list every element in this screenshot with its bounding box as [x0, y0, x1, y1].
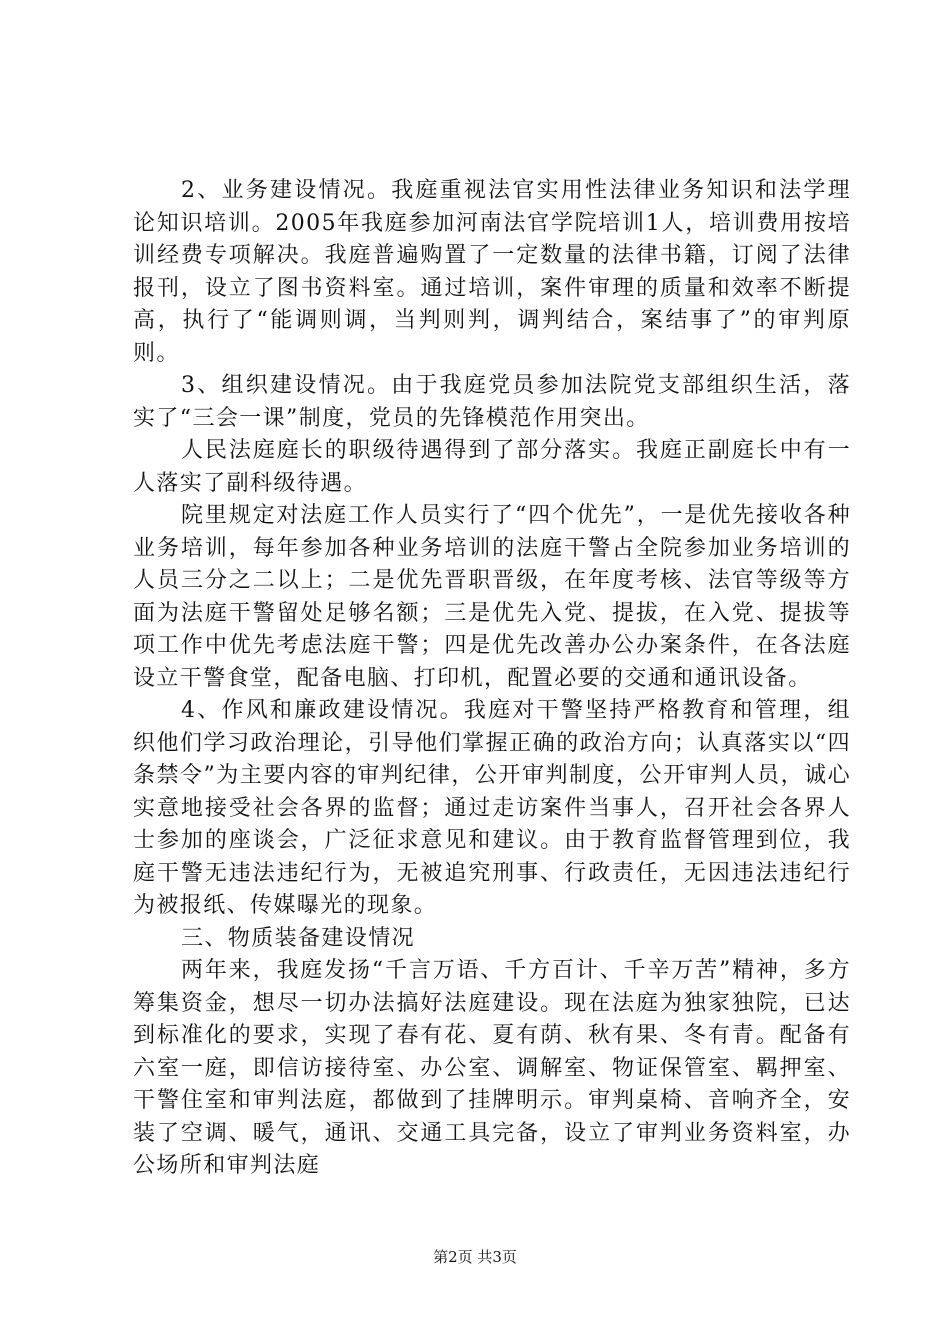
paragraph-court-president-treatment: 人民法庭庭长的职级待遇得到了部分落实。我庭正副庭长中有一人落实了副科级待遇。 [133, 438, 851, 496]
page-number-label: 第2页 共3页 [433, 1248, 517, 1266]
paragraph-conduct-integrity: 4、作风和廉政建设情况。我庭对干警坚持严格教育和管理，组织他们学习政治理论，引导他们掌握正确的政治方向；认真落实以“四条禁令”为主要内容的审判纪律，公开审判制度，公开审判人员，诚心实意地接受社会各界的监督；通过走访案件当事人，召开社会各界人士参加的座谈会，广泛征求意见和建议。由于教育监督管理到位，我庭干警无违法违纪行为，无被追究刑事、行政责任，无因违法违纪行为被报纸、传媒曝光的现象。 [133, 698, 851, 918]
paragraph-material-equipment: 两年来，我庭发扬“千言万语、千方百计、千辛万苦”精神，多方筹集资金，想尽一切办法搞好法庭建设。现在法庭为独家独院，已达到标准化的要求，实现了春有花、夏有荫、秋有果、冬有青。配备有六室一庭，即信访接待室、办公室、调解室、物证保管室、羁押室、干警住室和审判法庭，都做到了挂牌明示。审判桌椅、音响齐全，安装了空调、暖气，通讯、交通工具完备，设立了审判业务资料室，办公场所和审判法庭 [133, 958, 851, 1178]
page-footer [0, 1246, 950, 1267]
paragraph-business-building: 2、业务建设情况。我庭重视法官实用性法律业务知识和法学理论知识培训。2005年我庭参加河南法官学院培训1人，培训费用按培训经费专项解决。我庭普遍购置了一定数量的法律书籍，订阅了法律报刊，设立了图书资料室。通过培训，案件审理的质量和效率不断提高，执行了“能调则调，当判则判，调判结合，案结事了”的审判原则。 [133, 178, 851, 366]
paragraph-organization-building: 3、组织建设情况。由于我庭党员参加法院党支部组织生活，落实了“三会一课”制度，党员的先锋模范作用突出。 [133, 373, 851, 431]
document-body [133, 175, 851, 1183]
paragraph-four-priorities: 院里规定对法庭工作人员实行了“四个优先”，一是优先接收各种业务培训，每年参加各种业务培训的法庭干警占全院参加业务培训的人员三分之二以上；二是优先晋职晋级，在年度考核、法官等级等方面为法庭干警留处足够名额；三是优先入党、提拔，在入党、提拔等项工作中优先考虑法庭干警；四是优先改善办公办案条件，在各法庭设立干警食堂，配备电脑、打印机，配置必要的交通和通讯设备。 [133, 503, 851, 691]
section-heading-material-equipment: 三、物质装备建设情况 [181, 925, 416, 951]
